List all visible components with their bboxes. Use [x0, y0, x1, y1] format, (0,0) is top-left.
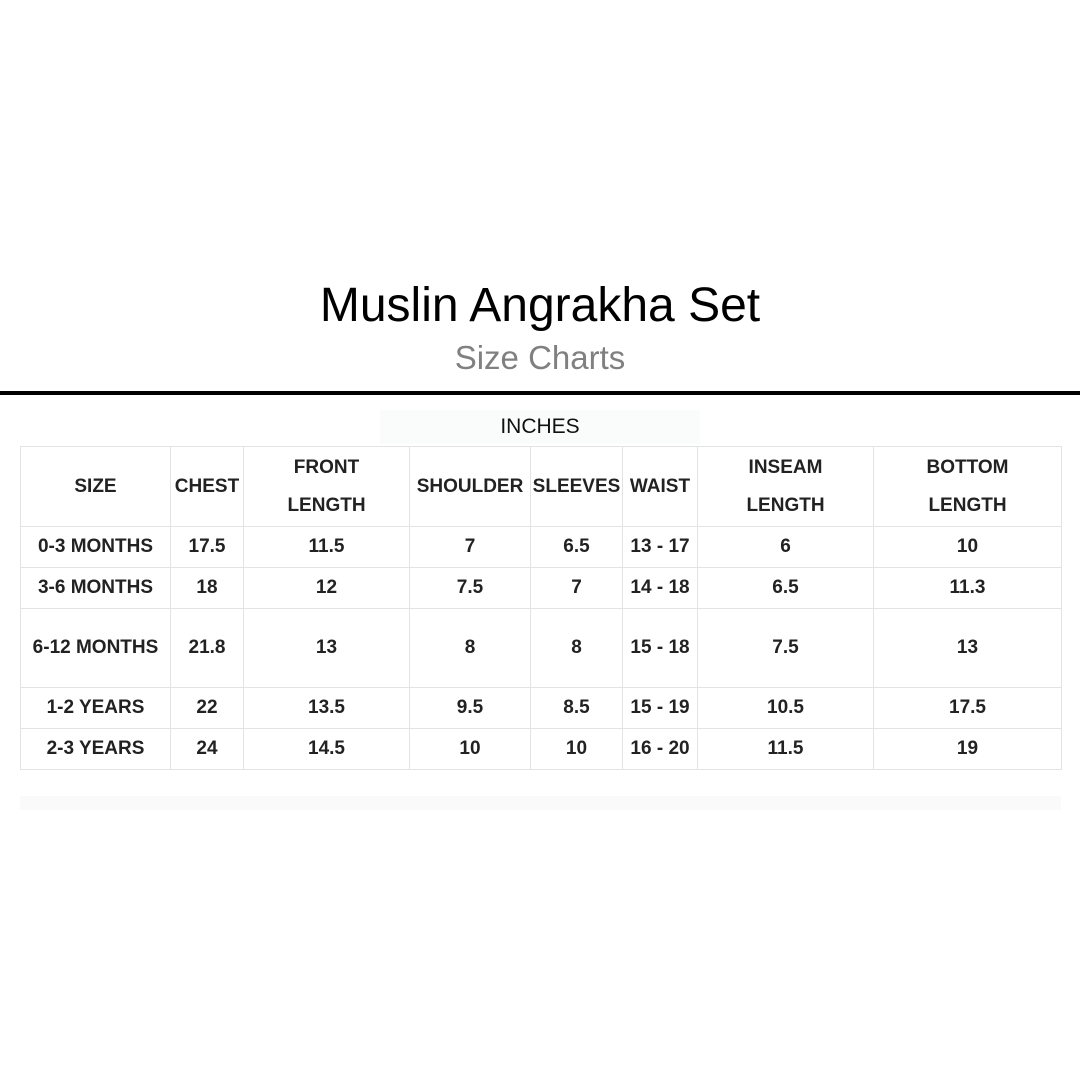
table-cell: 6.5	[698, 568, 874, 609]
header-sleeves	[531, 447, 623, 527]
header-label: CHEST	[174, 475, 240, 497]
header-size	[21, 447, 171, 527]
table-cell: 10	[531, 729, 623, 770]
table-cell: 11.5	[244, 527, 410, 568]
header-label: LENGTH	[746, 494, 825, 516]
table-cell: 7.5	[410, 568, 531, 609]
table-cell: 13.5	[244, 688, 410, 729]
table-cell: 24	[171, 729, 244, 770]
table-cell: 7	[531, 568, 623, 609]
table-cell: 0-3 MONTHS	[21, 527, 171, 568]
header-front-length	[244, 447, 410, 527]
table-cell: 6	[698, 527, 874, 568]
table-cell: 6.5	[531, 527, 623, 568]
table-cell: 11.3	[874, 568, 1062, 609]
table-row	[21, 568, 1062, 609]
table-cell: 11.5	[698, 729, 874, 770]
table-cell: 9.5	[410, 688, 531, 729]
page-subtitle: Size Charts	[454, 339, 626, 376]
header-label: FRONT	[293, 456, 360, 478]
table-cell: 13	[244, 609, 410, 688]
table-cell: 18	[171, 568, 244, 609]
table-cell: 22	[171, 688, 244, 729]
table-cell: 17.5	[874, 688, 1062, 729]
header-label: BOTTOM	[926, 456, 1009, 478]
table-cell: 7	[410, 527, 531, 568]
table-cell: 12	[244, 568, 410, 609]
table-cell: 14 - 18	[623, 568, 698, 609]
header-label: WAIST	[629, 475, 691, 497]
header-label: SLEEVES	[532, 475, 621, 497]
table-cell: 1-2 YEARS	[21, 688, 171, 729]
table-cell: 8	[531, 609, 623, 688]
table-cell: 15 - 18	[623, 609, 698, 688]
table-row	[21, 729, 1062, 770]
header-label: SHOULDER	[416, 475, 524, 497]
table-cell: 7.5	[698, 609, 874, 688]
header-label: INSEAM	[748, 456, 823, 478]
header-shoulder	[410, 447, 531, 527]
table-cell: 10.5	[698, 688, 874, 729]
table-cell: 21.8	[171, 609, 244, 688]
table-cell: 10	[874, 527, 1062, 568]
table-cell: 13	[874, 609, 1062, 688]
header-label: SIZE	[74, 475, 117, 497]
table-cell: 6-12 MONTHS	[21, 609, 171, 688]
table-cell: 17.5	[171, 527, 244, 568]
header-label: LENGTH	[928, 494, 1007, 516]
header-waist	[623, 447, 698, 527]
page-title: Muslin Angrakha Set	[319, 279, 761, 332]
table-row	[21, 527, 1062, 568]
header-bottom-length	[874, 447, 1062, 527]
divider	[0, 391, 1080, 395]
size-chart-table	[20, 446, 1062, 770]
table-cell: 16 - 20	[623, 729, 698, 770]
table-cell: 8.5	[531, 688, 623, 729]
footer-band	[20, 796, 1061, 810]
table-cell: 19	[874, 729, 1062, 770]
table-cell: 8	[410, 609, 531, 688]
header-row	[21, 447, 1062, 527]
header-label: LENGTH	[287, 494, 366, 516]
table-cell: 10	[410, 729, 531, 770]
header-inseam-length	[698, 447, 874, 527]
table-cell: 2-3 YEARS	[21, 729, 171, 770]
header-chest	[171, 447, 244, 527]
table-cell: 14.5	[244, 729, 410, 770]
table-cell: 15 - 19	[623, 688, 698, 729]
table-row	[21, 688, 1062, 729]
table-cell: 3-6 MONTHS	[21, 568, 171, 609]
units-label: INCHES	[500, 415, 580, 438]
units-banner	[380, 410, 700, 444]
table-row	[21, 609, 1062, 688]
table-cell: 13 - 17	[623, 527, 698, 568]
